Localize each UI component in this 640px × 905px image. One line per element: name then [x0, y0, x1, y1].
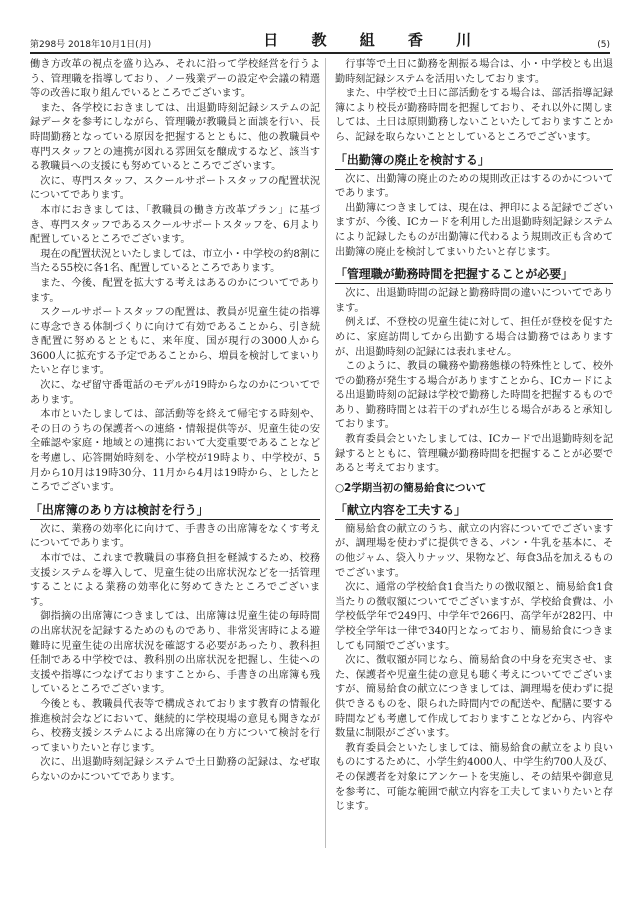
paragraph: また、各学校におきましては、出退勤時刻記録システムの記録データを参考にしながら、管理職が教職員と面談を行い、長時間勤務となっている原因を把握するとともに、他の教職員や専門スタッフとの連携が図れる雰囲気を醸成するなど、該当する教職員への支援にも努めているところでございます。 [30, 102, 320, 173]
right-column [335, 58, 613, 815]
page-header [30, 30, 610, 54]
newspaper-title: 日 教 組 香 川 [263, 31, 486, 49]
paragraph: 今後とも、教職員代表等で構成されております教育の情報化推進検討会などにおいて、継続的に学校現場の意見も聞きながら、校務支援システムによる出席簿の在り方について検討を行ってまいりたいと存じます。 [30, 698, 320, 754]
topic-subheading: ○2学期当初の簡易給食について [335, 481, 487, 494]
paragraph: スクールサポートスタッフの配置は、教員が児童生徒の指導に専念できる体制づくりに向けて有効であることから、引き続き配置に努めるとともに、来年度、国が現行の3000人から3600人に拡充する予定であることから、増員を検討してまいりたいと存じます。 [30, 307, 320, 377]
paragraph: 本市といたしましては、部活動等を終えて帰宅する時刻や、その日のうちの保護者への連絡・情報提供等が、児童生徒の安全確認や家庭・地域との連携において大変重要であることなどを考慮し、応答開始時刻を、小学校が19時より、中学校が、5月から10月は19時30分、11月から4月は19時から、としたところでございます。 [30, 409, 320, 494]
section-heading: 「管理職が勤務時間を把握することが必要」 [335, 266, 613, 284]
section-heading: 「献立内容を工夫する」 [335, 502, 613, 520]
paragraph: 御指摘の出席簿につきましては、出席簿は児童生徒の毎時間の出席状況を記録するためのものであり、非常災害時による避難時に児童生徒の出席状況を確認する必要があったり、教科担任制である中学校では、教科別の出席状況を把握し、生徒への支援や指導につなげておりますことから、手書きの出席簿も残しているところでございます。 [30, 611, 320, 696]
paragraph: 教育委員会といたしましては、ICカードで出退勤時刻を記録するとともに、管理職が勤務時間を把握することが必要であると考えております。 [335, 434, 613, 475]
paragraph: 次に、通常の学校給食1食当たりの徴収額と、簡易給食1食当たりの徴収額についてでございますが、学校給食費は、小学校低学年で249円、中学年で266円、高学年が282円、中学校全学年は一律で340円となっており、簡易給食につきましても同額でございます。 [335, 582, 613, 652]
paragraph: 次に、業務の効率化に向けて、手書きの出席簿をなくす考えについてであります。 [30, 523, 320, 550]
paragraph: 次に、徴収額が同じなら、簡易給食の中身を充実させ、また、保護者や児童生徒の意見も聴く考えについてでございますが、簡易給食の献立につきましては、調理場を使わずに提供できるものを、限られた時間内での配送や、配膳に要する時間なども考慮して作成しておりますことなどから、内容や数量に制限がございます。 [335, 655, 613, 740]
column-divider [325, 58, 326, 848]
issue-date: 第298号 2018年10月1日(月) [30, 40, 152, 50]
paragraph: 次に、出勤簿の廃止のための規則改正はするのかについてであります。 [335, 173, 613, 200]
page-number: (5) [597, 40, 610, 50]
paragraph: 例えば、不登校の児童生徒に対して、担任が登校を促すために、家庭訪問してから出勤する場合は勤務ではありますが、出退勤時刻の記録には表れません。 [335, 317, 613, 358]
paragraph: 次に、専門スタッフ、スクールサポートスタッフの配置状況についてであります。 [30, 175, 320, 202]
paragraph: 働き方改革の視点を盛り込み、それに沿って学校経営を行うよう、管理職を指導しており、ノー残業デーの設定や会議の精選等の改善に取り組んでいるところでございます。 [30, 59, 320, 100]
left-column [30, 58, 320, 786]
paragraph: 次に、出退勤時刻記録システムで土日勤務の記録は、なぜ取らないのかについてであります。 [30, 757, 320, 783]
section-heading: 「出席簿のあり方は検討を行う」 [30, 502, 320, 520]
paragraph: 簡易給食の献立のうち、献立の内容についてでございますが、調理場を使わずに提供できる、パン・牛乳を基本に、その他ジャム、袋入りナッツ、果物など、毎食3品を加えるものでございます。 [335, 523, 613, 579]
paragraph: 現在の配置状況といたしましては、市立小・中学校の約8割に当たる55校に各1名、配置しているところであります。 [30, 248, 320, 275]
paragraph: 教育委員会といたしましては、簡易給食の献立をより良いものにするために、小学生約4000人、中学生約700人及び、その保護者を対象にアンケートを実施し、その結果や御意見を参考に、可能な範囲で献立内容を工夫してまいりたいと存じます。 [335, 742, 613, 813]
paragraph: 本市では、これまで教職員の事務負担を軽減するため、校務支援システムを導入して、児童生徒の出席状況などを一括管理することによる業務の効率化に努めてきたところでございます。 [30, 553, 320, 608]
section-heading: 「出勤簿の廃止を検討する」 [335, 152, 613, 170]
paragraph: 出勤簿につきましては、現在は、押印による記録でございますが、今後、ICカードを利用した出退勤時刻記録システムにより記録したものが出勤簿に代わるよう規則改正も含めて出勤簿の廃止を検討してまいりたいと存じます。 [335, 202, 613, 258]
paragraph: また、中学校で土日に部活動をする場合は、部活指導記録簿により校長が勤務時間を把握しており、それ以外に関しましては、土日は原則勤務しないこといたしておりますことから、記録を取らないこととしているところでございます。 [335, 88, 613, 143]
paragraph: 本市におきましては、「教職員の働き方改革プラン」に基づき、専門スタッフであるスクールサポートスタッフを、6月より配置しているところでございます。 [30, 204, 320, 246]
paragraph: 次に、出退勤時間の記録と勤務時間の違いについてであります。 [335, 288, 613, 314]
paragraph: また、今後、配置を拡大する考えはあるのかについてであります。 [30, 277, 320, 304]
paragraph: 次に、なぜ留守番電話のモデルが19時からなのかについてであります。 [30, 380, 320, 406]
paragraph: 行事等で土日に勤務を割振る場合は、小・中学校とも出退勤時刻記録システムを活用いたしております。 [335, 59, 613, 85]
paragraph: このように、教員の職務や勤務態様の特殊性として、校外での勤務が発生する場合がありますことから、ICカードによる出退勤時刻の記録は学校で勤務した時間を把握するものであり、勤務時間とは若干のずれが生じる場合があると承知しております。 [335, 361, 613, 431]
